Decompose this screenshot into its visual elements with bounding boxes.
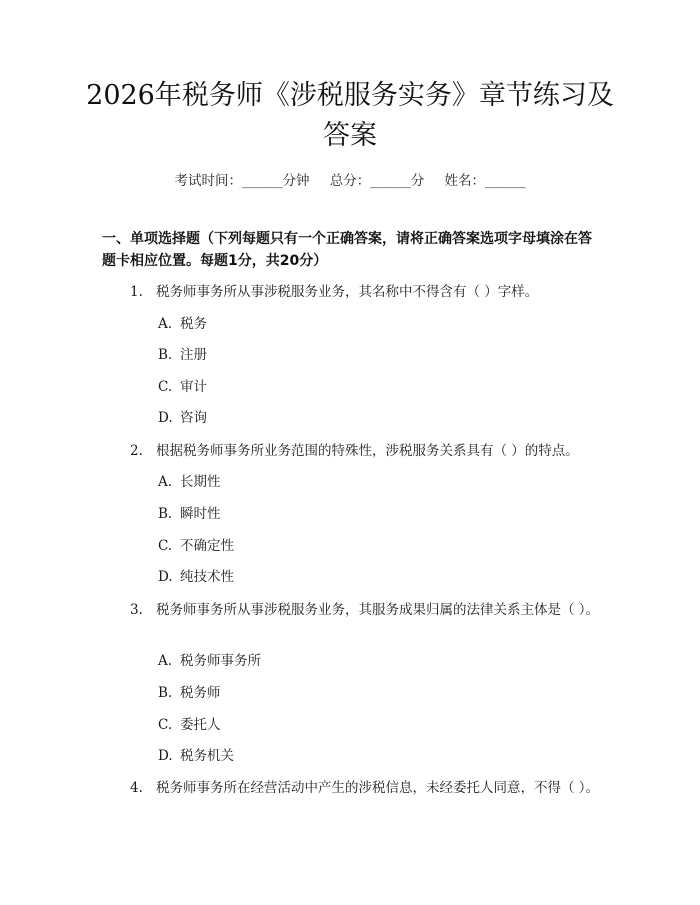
question-2	[102, 440, 602, 462]
option-text: 审计	[180, 379, 207, 395]
option-text: 瞬时性	[180, 506, 221, 522]
option-text: 税务	[180, 316, 207, 332]
option-text: 纯技术性	[180, 569, 234, 585]
question-3	[102, 599, 602, 621]
option-letter: D.	[158, 569, 173, 585]
option-text: 税务师事务所	[180, 653, 261, 669]
option	[158, 715, 221, 735]
option-letter: B.	[158, 506, 173, 522]
option	[158, 746, 234, 766]
option-letter: D.	[158, 748, 173, 764]
option	[158, 314, 207, 334]
question-4	[102, 777, 602, 799]
question-number: 4.	[130, 780, 143, 796]
option-text: 税务师	[180, 685, 221, 701]
exam-meta	[0, 169, 700, 189]
exam-time: 考试时间：______分钟	[174, 173, 310, 189]
section-heading: 一、单项选择题（下列每题只有一个正确答案，请将正确答案选项字母填涂在答题卡相应位置。每题1分，共20分）	[102, 231, 592, 269]
option-text: 长期性	[180, 474, 221, 490]
option	[158, 567, 234, 587]
option	[158, 651, 261, 671]
total-score: 总分：______分	[329, 173, 425, 189]
option	[158, 683, 221, 703]
option	[158, 504, 221, 524]
option-letter: A.	[158, 474, 173, 490]
option-letter: B.	[158, 347, 173, 363]
option-letter: A.	[158, 316, 173, 332]
option	[158, 345, 207, 365]
option	[158, 408, 207, 428]
option-text: 委托人	[180, 717, 221, 733]
option-letter: A.	[158, 653, 173, 669]
question-text: 税务师事务所在经营活动中产生的涉税信息，未经委托人同意，不得（ ）。	[156, 780, 600, 796]
option-text: 不确定性	[180, 538, 234, 554]
option-letter: B.	[158, 685, 173, 701]
option-letter: C.	[158, 717, 173, 733]
option	[158, 472, 221, 492]
option	[158, 536, 234, 556]
student-name: 姓名：______	[444, 173, 526, 189]
question-number: 2.	[130, 443, 143, 459]
option-letter: C.	[158, 379, 173, 395]
question-number: 3.	[130, 602, 143, 618]
question-number: 1.	[130, 284, 143, 300]
option	[158, 377, 207, 397]
question-text: 税务师事务所从事涉税服务业务，其名称中不得含有（ ）字样。	[156, 284, 539, 300]
option-text: 税务机关	[180, 748, 234, 764]
option-text: 注册	[180, 347, 207, 363]
option-text: 咨询	[180, 410, 207, 426]
page-title: 2026年税务师《涉税服务实务》章节练习及答案	[86, 80, 614, 151]
question-text: 税务师事务所从事涉税服务业务，其服务成果归属的法律关系主体是（ ）。	[156, 602, 600, 618]
option-letter: D.	[158, 410, 173, 426]
option-letter: C.	[158, 538, 173, 554]
question-1	[102, 281, 602, 303]
question-text: 根据税务师事务所业务范围的特殊性，涉税服务关系具有（ ）的特点。	[156, 443, 579, 459]
